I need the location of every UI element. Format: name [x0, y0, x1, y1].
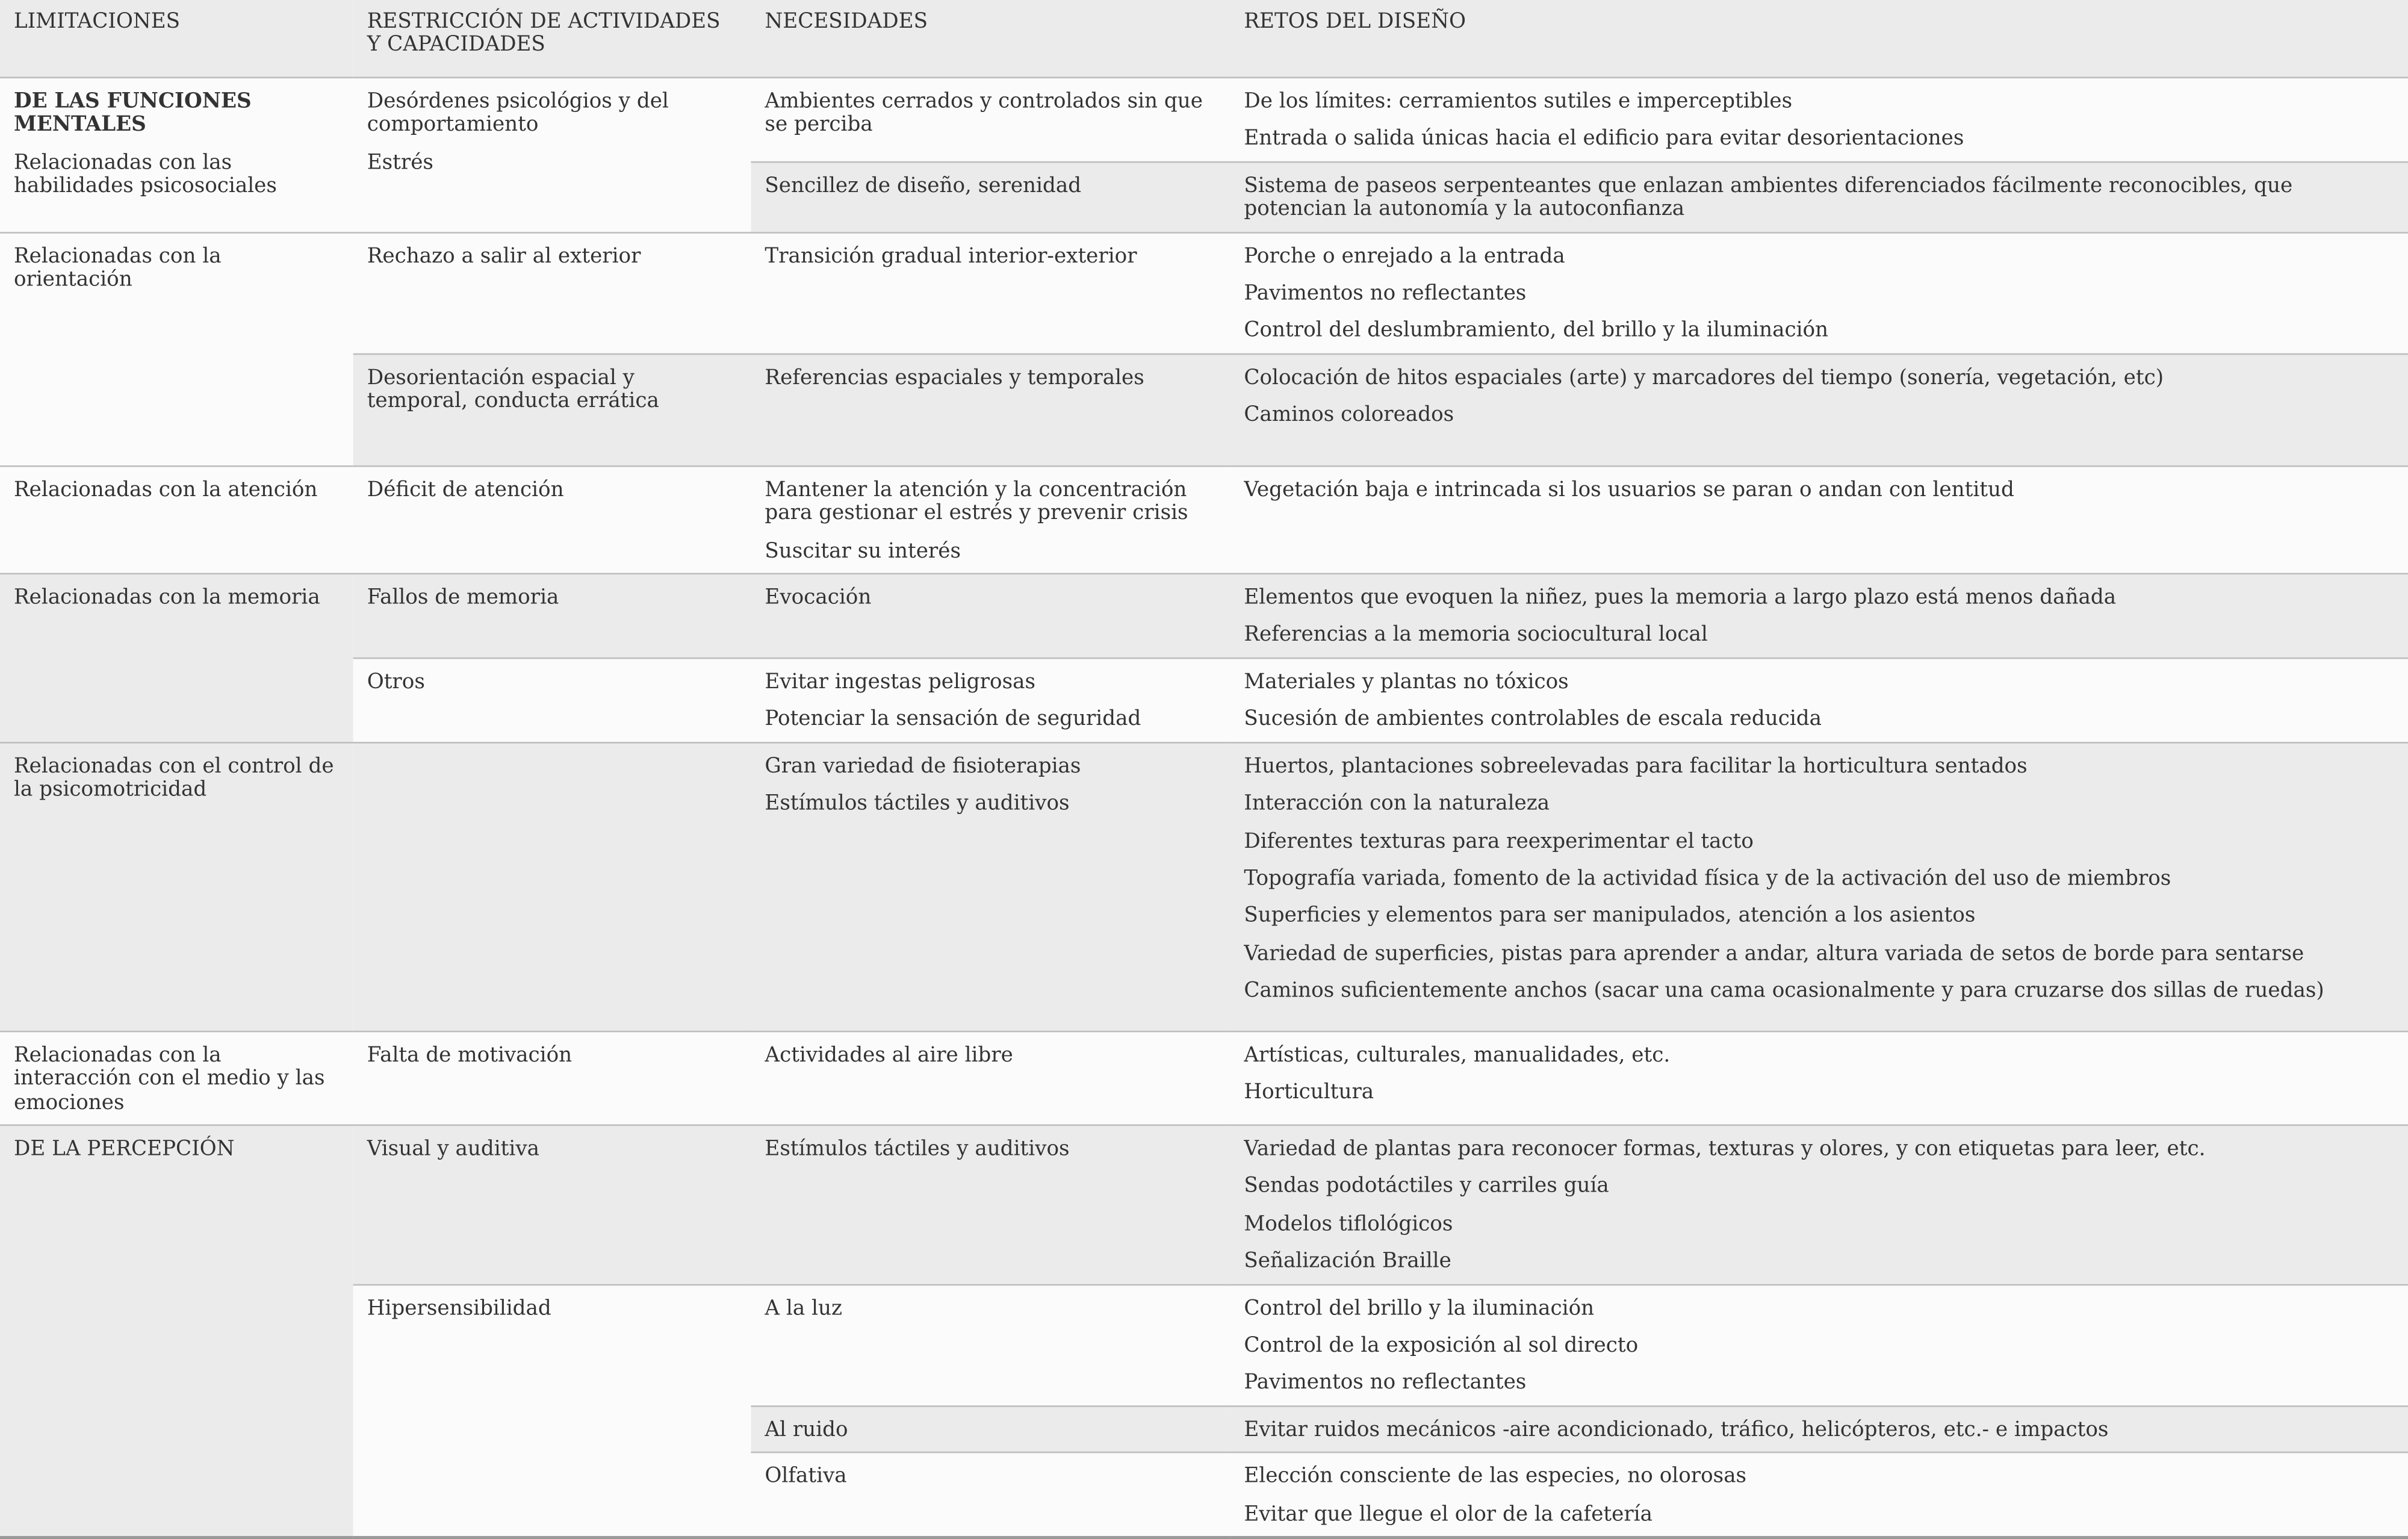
retos-cell: Variedad de plantas para reconocer formas, texturas y olores, y con etiquetas para leer, etc. Sendas podotáctiles y carriles guía Modelos tiflológicos Señalización Braille: [1230, 1125, 2408, 1284]
retos-cell: Artísticas, culturales, manualidades, etc. Horticultura: [1230, 1031, 2408, 1125]
retos-cell: Sistema de paseos serpenteantes que enlazan ambientes diferenciados fácilmente reconocibles, que potencian la autonomía y la autoconfianza: [1230, 162, 2408, 232]
restriccion-cell: Déficit de atención: [353, 466, 751, 574]
necesidad-cell: Olfativa: [751, 1452, 1230, 1537]
table-row: [0, 1031, 2408, 1125]
necesidad-cell: Sencillez de diseño, serenidad: [751, 162, 1230, 232]
necesidad-cell: Gran variedad de fisioterapias Estímulos táctiles y auditivos: [751, 742, 1230, 1031]
necesidad-cell: Mantener la atención y la concentración para gestionar el estrés y prevenir crisis Suscitar su interés: [751, 466, 1230, 574]
retos-cell: Colocación de hitos espaciales (arte) y marcadores del tiempo (sonería, vegetación, etc) Caminos coloreados: [1230, 354, 2408, 466]
restriccion-cell: Rechazo a salir al exterior: [353, 232, 751, 354]
header-limitaciones: LIMITACIONES: [0, 0, 353, 78]
necesidad-cell: Transición gradual interior-exterior: [751, 232, 1230, 354]
restriccion-cell: Visual y auditiva: [353, 1125, 751, 1284]
retos-cell: De los límites: cerramientos sutiles e imperceptibles Entrada o salida únicas hacia el edificio para evitar desorientaciones: [1230, 78, 2408, 162]
restriccion-cell: Otros: [353, 658, 751, 742]
retos-cell: Evitar ruidos mecánicos -aire acondicionado, tráfico, helicópteros, etc.- e impactos: [1230, 1406, 2408, 1453]
retos-cell: Elementos que evoquen la niñez, pues la memoria a largo plazo está menos dañada Referencias a la memoria sociocultural local: [1230, 574, 2408, 658]
restriccion-cell: Desorientación espacial y temporal, conducta errática: [353, 354, 751, 466]
lim-cell: Relacionadas con la atención: [0, 466, 353, 574]
restriccion-cell: Desórdenes psicológios y del comportamiento Estrés: [353, 78, 751, 232]
header-necesidades: NECESIDADES: [751, 0, 1230, 78]
necesidad-cell: Actividades al aire libre: [751, 1031, 1230, 1125]
necesidad-cell: A la luz: [751, 1284, 1230, 1406]
table-row: [0, 466, 2408, 574]
retos-cell: Porche o enrejado a la entrada Pavimentos no reflectantes Control del deslumbramiento, del brillo y la iluminación: [1230, 232, 2408, 354]
lim-cell: DE LA PERCEPCIÓN: [0, 1125, 353, 1537]
table-row: [0, 354, 2408, 466]
table-row: [0, 1284, 2408, 1406]
table-row: [0, 78, 2408, 162]
header-row: [0, 0, 2408, 78]
table-row: [0, 658, 2408, 742]
retos-cell: Control del brillo y la iluminación Control de la exposición al sol directo Pavimentos no reflectantes: [1230, 1284, 2408, 1406]
header-restriccion: RESTRICCIÓN DE ACTIVIDADES Y CAPACIDADES: [353, 0, 751, 78]
necesidad-cell: Estímulos táctiles y auditivos: [751, 1125, 1230, 1284]
lim-cell: Relacionadas con la interacción con el medio y las emociones: [0, 1031, 353, 1125]
header-retos: RETOS DEL DISEÑO: [1230, 0, 2408, 78]
lim-cell: Relacionadas con el control de la psicomotricidad: [0, 742, 353, 1031]
necesidad-cell: Ambientes cerrados y controlados sin que se perciba: [751, 78, 1230, 162]
necesidad-cell: Evitar ingestas peligrosas Potenciar la sensación de seguridad: [751, 658, 1230, 742]
restriccion-cell: Falta de motivación: [353, 1031, 751, 1125]
table-row: [0, 232, 2408, 354]
lim-cell: Relacionadas con la memoria: [0, 574, 353, 742]
retos-cell: Vegetación baja e intrincada si los usuarios se paran o andan con lentitud: [1230, 466, 2408, 574]
retos-cell: Huertos, plantaciones sobreelevadas para facilitar la horticultura sentados Interacción con la naturaleza Diferentes texturas para reexperimentar el tacto Topografía variada, fomento de la actividad física y de la activación del uso de miembros Superficies y elementos para ser manipulados, atención a los asientos Variedad de superficies, pistas para aprender a andar, altura variada de setos de borde para sentarse Caminos suficientemente anchos (sacar una cama ocasionalmente y para cruzarse dos sillas de ruedas): [1230, 742, 2408, 1031]
necesidad-cell: Al ruido: [751, 1406, 1230, 1453]
restriccion-cell: Fallos de memoria: [353, 574, 751, 658]
retos-cell: Materiales y plantas no tóxicos Sucesión de ambientes controlables de escala reducida: [1230, 658, 2408, 742]
restriccion-cell: [353, 742, 751, 1031]
retos-cell: Elección consciente de las especies, no olorosas Evitar que llegue el olor de la cafetería: [1230, 1452, 2408, 1537]
lim-cell: DE LAS FUNCIONES MENTALES Relacionadas con las habilidades psicosociales: [0, 78, 353, 232]
necesidad-cell: Evocación: [751, 574, 1230, 658]
group-title: DE LAS FUNCIONES MENTALES: [13, 89, 252, 138]
lim-cell: Relacionadas con la orientación: [0, 232, 353, 466]
necesidad-cell: Referencias espaciales y temporales: [751, 354, 1230, 466]
table-row: [0, 1125, 2408, 1284]
restriccion-cell: Hipersensibilidad: [353, 1284, 751, 1538]
table-row: [0, 574, 2408, 658]
table-row: [0, 742, 2408, 1031]
